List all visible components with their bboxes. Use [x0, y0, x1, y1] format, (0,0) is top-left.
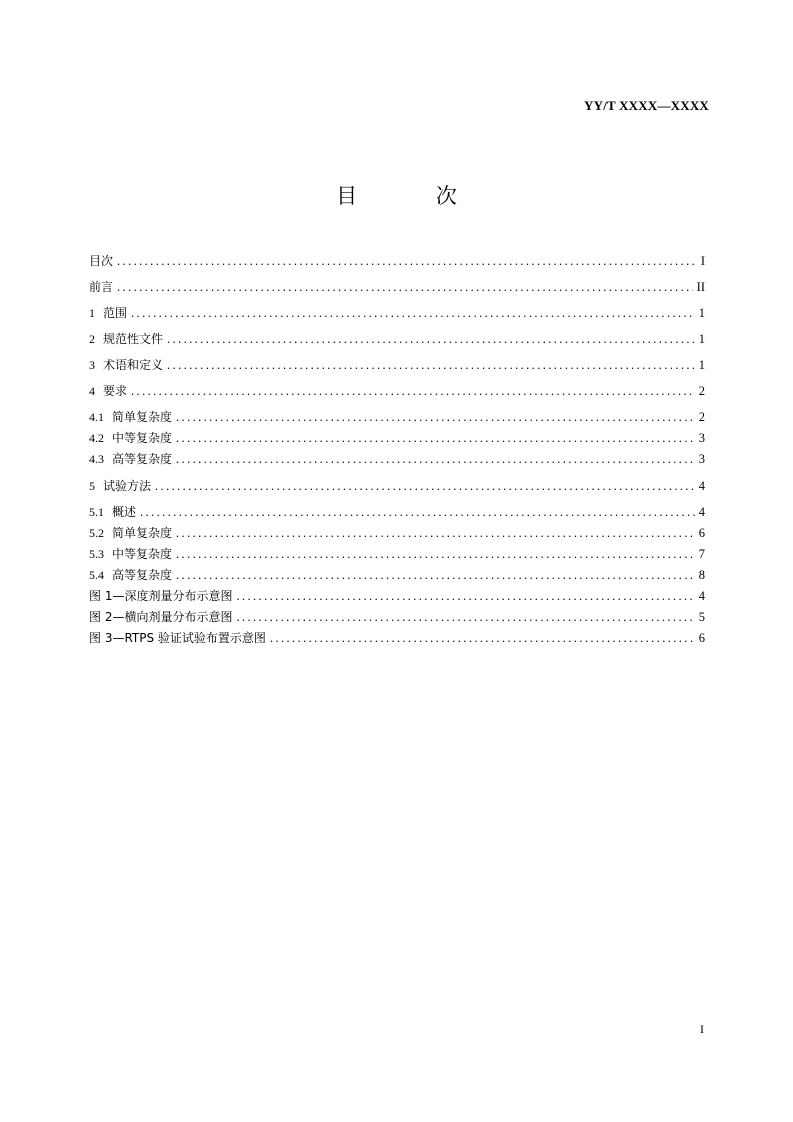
- toc-entry-text: 图 3—RTPS 验证试验布置示意图: [89, 631, 266, 645]
- toc-entry-number: 4.2: [89, 431, 104, 445]
- toc-entry[interactable]: [89, 252, 705, 270]
- toc-leader-dots: [236, 608, 694, 626]
- toc-entry-page: 4: [698, 589, 705, 603]
- toc-entry-page: 6: [698, 631, 705, 645]
- toc-entry-text: 图 2—横向剂量分布示意图: [89, 610, 233, 624]
- toc-entry-page: 4: [698, 505, 705, 519]
- toc-leader-dots: [155, 477, 695, 495]
- toc-entry-label: [89, 408, 172, 426]
- toc-entry-label: [89, 382, 127, 400]
- toc-entry-label: [89, 429, 172, 447]
- toc-entry-page: 7: [698, 547, 705, 561]
- document-code: YY/T XXXX—XXXX: [584, 98, 709, 113]
- toc-entry-text: 术语和定义: [103, 358, 164, 372]
- toc-entry-number: 2: [89, 332, 95, 346]
- toc-entry-text: 高等复杂度: [112, 452, 173, 466]
- toc-leader-dots: [176, 566, 695, 584]
- toc-entry-label: [89, 252, 113, 270]
- toc-entry-text: 前言: [89, 280, 114, 294]
- toc-entry-label: [89, 304, 127, 322]
- toc-entry-number: 5.4: [89, 568, 104, 582]
- toc-entry-label: [89, 545, 172, 563]
- toc-entry-text: 试验方法: [103, 479, 152, 493]
- toc-entry-text: 概述: [112, 505, 137, 519]
- toc-entry-page: 3: [698, 431, 705, 445]
- toc-entry[interactable]: [89, 330, 705, 348]
- toc-leader-dots: [176, 408, 695, 426]
- toc-entry[interactable]: [89, 566, 705, 584]
- toc-entry-text: 规范性文件: [103, 332, 164, 346]
- toc-entry[interactable]: [89, 587, 705, 605]
- toc-entry-number: 5: [89, 479, 95, 493]
- toc-entry-page: 6: [698, 526, 705, 540]
- toc-entry[interactable]: [89, 408, 705, 426]
- toc-entry-label: [89, 278, 113, 296]
- toc-entry-label: [89, 587, 232, 605]
- toc-leader-dots: [176, 524, 695, 542]
- toc-entry[interactable]: [89, 477, 705, 495]
- toc-leader-dots: [167, 356, 695, 374]
- toc-entry[interactable]: [89, 524, 705, 542]
- toc-leader-dots: [176, 450, 695, 468]
- toc-entry-page: 5: [698, 610, 705, 624]
- toc-entry-text: 图 1—深度剂量分布示意图: [89, 589, 233, 603]
- toc-entry-page: 1: [698, 358, 705, 372]
- toc-entry[interactable]: [89, 608, 705, 626]
- toc-leader-dots: [167, 330, 695, 348]
- toc-leader-dots: [117, 278, 693, 296]
- toc-entry-page: 8: [698, 568, 705, 582]
- toc-leader-dots: [270, 629, 695, 647]
- toc-entry-number: 1: [89, 306, 95, 320]
- toc-entry-page: 1: [698, 306, 705, 320]
- toc-entry[interactable]: [89, 382, 705, 400]
- toc-leader-dots: [131, 382, 695, 400]
- toc-entry-text: 范围: [103, 306, 128, 320]
- toc-entry-label: [89, 608, 232, 626]
- toc-leader-dots: [176, 429, 695, 447]
- toc-entry-label: [89, 524, 172, 542]
- toc-entry-number: 4: [89, 384, 95, 398]
- toc-entry-number: 3: [89, 358, 95, 372]
- toc-entry-text: 简单复杂度: [112, 526, 173, 540]
- toc-entry-text: 要求: [103, 384, 128, 398]
- toc-leader-dots: [140, 503, 695, 521]
- toc-entry-page: 2: [698, 410, 705, 424]
- toc-entry-text: 高等复杂度: [112, 568, 173, 582]
- toc-entry[interactable]: [89, 278, 705, 296]
- toc-entry-label: [89, 477, 151, 495]
- toc-entry-page: 1: [698, 332, 705, 346]
- toc-entry-label: [89, 450, 172, 468]
- toc-entry-number: 5.2: [89, 526, 104, 540]
- toc-entry[interactable]: [89, 450, 705, 468]
- toc-entry-number: 4.1: [89, 410, 104, 424]
- toc-leader-dots: [131, 304, 695, 322]
- toc-entry[interactable]: [89, 503, 705, 521]
- toc-entry-text: 中等复杂度: [112, 547, 173, 561]
- toc-entry[interactable]: [89, 356, 705, 374]
- toc-entry[interactable]: [89, 429, 705, 447]
- toc-entry-label: [89, 629, 266, 647]
- toc-leader-dots: [176, 545, 695, 563]
- toc-entry-page: II: [696, 280, 705, 294]
- toc-entry-label: [89, 356, 163, 374]
- page-number: I: [700, 1022, 704, 1036]
- toc-entry-text: 中等复杂度: [112, 431, 173, 445]
- toc-entry-number: 5.3: [89, 547, 104, 561]
- toc-entry[interactable]: [89, 629, 705, 647]
- toc-leader-dots: [236, 587, 694, 605]
- toc-entry-text: 目次: [89, 254, 114, 268]
- toc-entry-page: 2: [698, 384, 705, 398]
- page-title: 目 次: [336, 184, 493, 208]
- toc-entry-number: 5.1: [89, 505, 104, 519]
- toc-entry-page: 4: [698, 479, 705, 493]
- toc-entry-label: [89, 566, 172, 584]
- toc-entry-text: 简单复杂度: [112, 410, 173, 424]
- toc-entry-label: [89, 503, 136, 521]
- toc-leader-dots: [117, 252, 697, 270]
- toc-entry-label: [89, 330, 163, 348]
- toc-entry-number: 4.3: [89, 452, 104, 466]
- toc-entry-page: 3: [698, 452, 705, 466]
- toc-entry-page: I: [700, 254, 705, 268]
- toc-entry[interactable]: [89, 545, 705, 563]
- toc-entry[interactable]: [89, 304, 705, 322]
